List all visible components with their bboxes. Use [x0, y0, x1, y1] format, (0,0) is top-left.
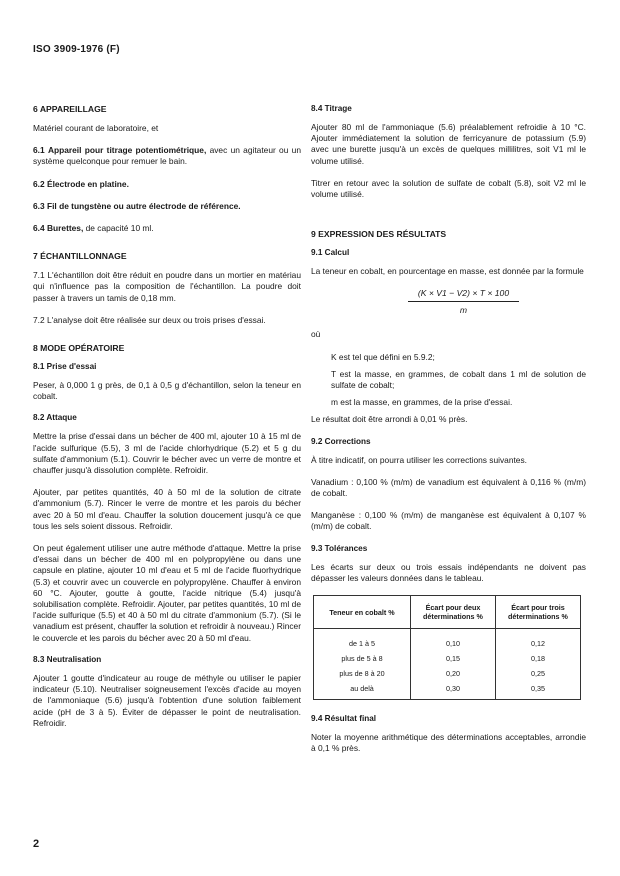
vanadium-correction: Vanadium : 0,100 % (m/m) de vanadium est équivalent à 0,116 % (m/m) de cobalt.	[311, 476, 586, 499]
definition-k: K est tel que défini en 5.9.2;	[331, 351, 435, 362]
clause-9-3-title: 9.3 Tolérances	[311, 543, 368, 553]
definition-m: m est la masse, en grammes, de la prise d'essai.	[331, 397, 513, 408]
clause-9-2-title: 9.2 Corrections	[311, 436, 371, 446]
clause-8-1-text: Peser, à 0,000 1 g près, de 0,1 à 0,5 g d'échantillon, selon la teneur en cobalt.	[33, 380, 301, 402]
clause-6-2	[33, 179, 301, 190]
table-row	[314, 651, 581, 666]
clause-9-4-text: Noter la moyenne arithmétique des déterminations acceptables, arrondie à 0,1 % près.	[311, 732, 586, 754]
clause-6-4-bold: Burettes,	[46, 223, 84, 234]
clause-6-4	[33, 223, 301, 234]
clause-8-4-paragraph-1: Ajouter 80 ml de l'ammoniaque (5.6) préalablement refroidie à 10 °C. Ajouter immédiatement la solution de ferricyanure de potassium (5.9) avec une burette jusqu'à un excès de quelques millilitres, soit V1 ml le volume utilisé.	[311, 122, 586, 166]
section-7-title: 7 ÉCHANTILLONNAGE	[33, 251, 127, 262]
rounding-note: Le résultat doit être arrondi à 0,01 % près.	[311, 414, 468, 425]
table-cell: de 1 à 5	[314, 629, 411, 652]
table-row	[314, 681, 581, 700]
table-cell: 0,20	[411, 666, 496, 681]
clause-6-1-bold: Appareil pour titrage potentiométrique,	[47, 145, 207, 156]
tolerance-table	[313, 595, 581, 700]
clause-number: 6.2	[33, 178, 45, 189]
clause-8-2-title: 8.2 Attaque	[33, 413, 77, 423]
clause-8-3-title: 8.3 Neutralisation	[33, 654, 102, 664]
table-cell: 0,35	[496, 681, 581, 700]
section-6-intro: Matériel courant de laboratoire, et	[33, 123, 159, 133]
manganese-correction: Manganèse : 0,100 % (m/m) de manganèse est équivalent à 0,107 % (m/m) de cobalt.	[311, 510, 586, 532]
clause-8-1-title: 8.1 Prise d'essai	[33, 362, 97, 372]
clause-6-1-text: avec un agitateur ou un système quelconque pour remuer le bain.	[33, 145, 301, 167]
clause-6-4-text: de capacité 10 ml.	[83, 223, 154, 234]
table-cell: 0,15	[411, 651, 496, 666]
clause-7-2: 7.2 L'analyse doit être réalisée sur deux ou trois prises d'essai.	[33, 314, 266, 325]
section-9-title: 9 EXPRESSION DES RÉSULTATS	[311, 229, 447, 240]
document-header: ISO 3909-1976 (F)	[33, 44, 120, 55]
definition-t: T est la masse, en grammes, de cobalt dans 1 ml de solution de sulfate de cobalt;	[331, 368, 586, 391]
right-column	[311, 104, 586, 765]
clause-8-4-paragraph-2: Titrer en retour avec la solution de sulfate de cobalt (5.8), soit V2 ml le volume utilisé.	[311, 177, 586, 200]
table-header: Écart pour trois déterminations %	[496, 596, 581, 629]
table-cell: 0,30	[411, 681, 496, 700]
formula-numerator: (K × V1 − V2) × T × 100	[408, 288, 519, 302]
clause-9-1-title: 9.1 Calcul	[311, 248, 350, 258]
formula-denominator: m	[459, 305, 468, 316]
clause-9-4-title: 9.4 Résultat final	[311, 714, 377, 724]
cobalt-formula	[341, 288, 586, 315]
table-cell: 0,18	[496, 651, 581, 666]
section-6-title: 6 APPAREILLAGE	[33, 104, 107, 114]
table-cell: 0,25	[496, 666, 581, 681]
clause-6-3-bold: Fil de tungstène ou autre électrode de référence.	[46, 200, 241, 211]
clause-6-1	[33, 145, 301, 167]
clause-9-2-intro: À titre indicatif, on pourra utiliser les corrections suivantes.	[311, 454, 527, 465]
table-cell: 0,10	[411, 629, 496, 652]
clause-number: 6.3	[33, 200, 45, 211]
where-label: où	[311, 329, 321, 340]
left-column	[33, 104, 301, 740]
table-row	[314, 629, 581, 652]
clause-8-2-paragraph-1: Mettre la prise d'essai dans un bécher de 400 ml, ajouter 10 à 15 ml de l'acide sulfurique (5.5), 3 ml de l'acide chlorhydrique (5.2) et 5 g du sulfate d'ammonium (5.1). Couvrir le bécher avec un verre de montre et chauffer jusqu'à dissolution complète. Refroidir.	[33, 431, 301, 476]
table-cell: plus de 5 à 8	[314, 651, 411, 666]
clause-8-2-paragraph-3: On peut également utiliser une autre méthode d'attaque. Mettre la prise d'essai dans un bécher de 400 ml en polypropylène ou dans une capsule en platine, ajouter 10 ml d'eau et 5 ml de l'acide fluorhydrique (5.3) et couvrir avec un couvercle en polypropylène. Chauffer à environ 60 °C. Ajouter, goutte à goutte, l'acide nitrique (5.4) jusqu'à solubilisation complète. Refroidir. Ajouter, par petites quantités, 10 ml de l'acide sulfurique (5.5) et 40 à 50 ml du citrate d'ammonium (5.7). (Si le vanadium est présent, chauffer la solution et refroidir à nouveau.) Rincer le couvercle et les parois du bécher avec 20 à 50 ml d'eau.	[33, 543, 301, 643]
table-header: Teneur en cobalt %	[314, 596, 411, 629]
table-cell: 0,12	[496, 629, 581, 652]
section-8-title: 8 MODE OPÉRATOIRE	[33, 343, 125, 354]
table-cell: plus de 8 à 20	[314, 666, 411, 681]
clause-8-3-text: Ajouter 1 goutte d'indicateur au rouge de méthyle ou utiliser le papier indicateur (5.10). Neutraliser soigneusement l'excès d'acide au moyen de l'ammoniaque (5.6) jusqu'à l'obtention d'une solution faiblement acide (pH de 3 à 5). Éviter de dépasser le point de neutralisation. Refroidir.	[33, 672, 301, 728]
clause-number: 6.1	[33, 145, 45, 156]
clause-6-2-bold: Électrode en platine.	[46, 178, 129, 189]
clause-6-3	[33, 201, 301, 212]
clause-8-4-title: 8.4 Titrage	[311, 104, 352, 113]
page-number: 2	[33, 838, 40, 850]
clause-7-1: 7.1 L'échantillon doit être réduit en poudre dans un mortier en matériau qui n'influence pas la composition de l'échantillon. La poudre doit passer à travers un tamis de 0,18 mm.	[33, 270, 301, 303]
clause-9-3-text: Les écarts sur deux ou trois essais indépendants ne doivent pas dépasser les valeurs données dans le tableau.	[311, 561, 586, 583]
clause-8-2-paragraph-2: Ajouter, par petites quantités, 40 à 50 ml de la solution de citrate d'ammonium (5.7). Rincer le verre de montre et les parois du bécher avec 20 à 50 ml d'eau. Chauffer la solution doucement jusqu'à ce que tous les sels soient dissous. Refroidir.	[33, 487, 301, 531]
clause-number: 6.4	[33, 223, 45, 234]
table-header: Écart pour deux déterminations %	[411, 596, 496, 629]
table-row	[314, 666, 581, 681]
table-cell: au delà	[314, 681, 411, 700]
clause-9-1-text: La teneur en cobalt, en pourcentage en masse, est donnée par la formule	[311, 266, 584, 277]
